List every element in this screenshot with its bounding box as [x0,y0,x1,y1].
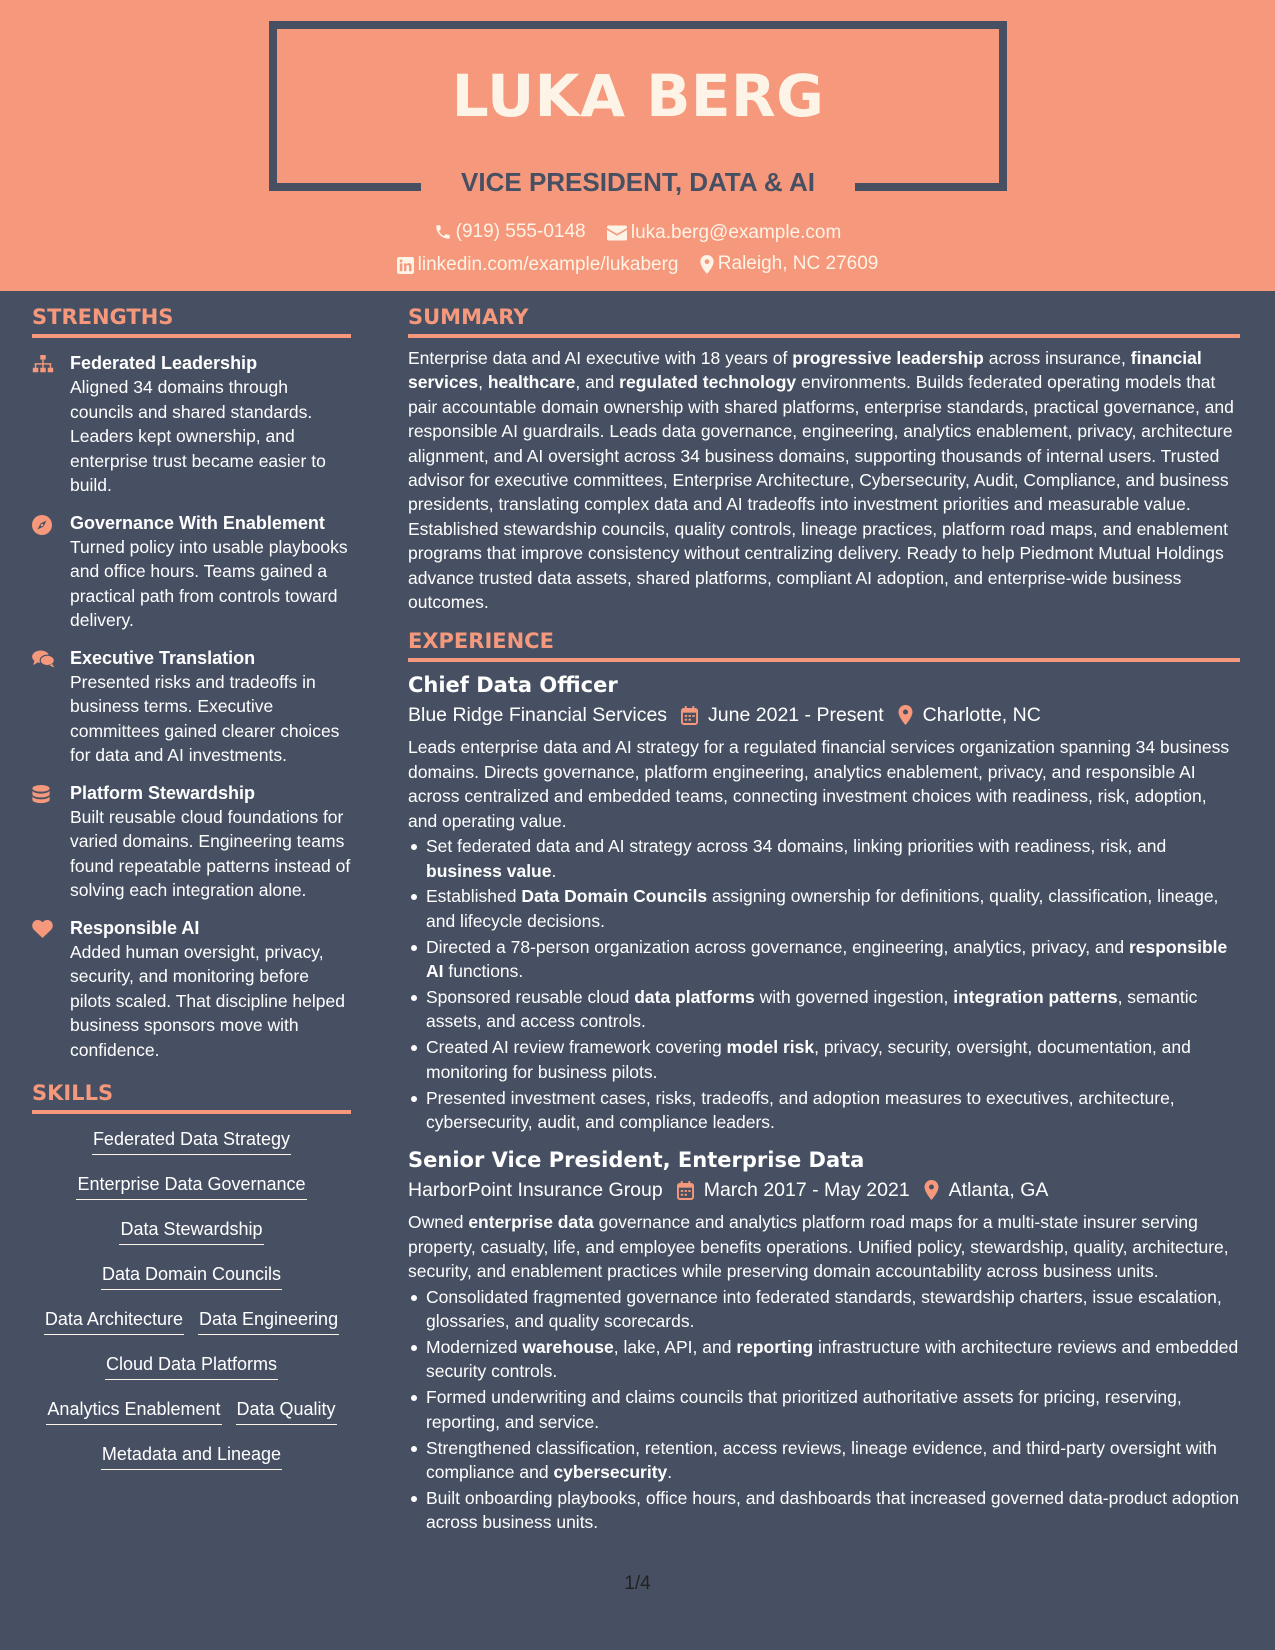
skill-chip: Data Engineering [198,1308,339,1335]
strengths-list [32,352,351,1062]
linkedin-contact[interactable] [397,254,679,276]
strength-title: Responsible AI [70,917,200,938]
sitemap-icon [32,355,54,375]
skill-chip: Federated Data Strategy [92,1128,291,1155]
strength-desc: Presented risks and tradeoffs in business terms. Executive committees gained clearer choices for data and AI investments. [70,671,340,765]
bullet-item: Formed underwriting and claims councils that prioritized authoritative assets for pricing, reserving, reporting, and service. [408,1385,1240,1434]
job-meta [408,1175,1240,1205]
job-company: Blue Ridge Financial Services [408,704,668,727]
resume-header [0,0,1275,291]
strength-item [32,647,351,768]
summary-heading: SUMMARY [408,305,1240,338]
skills-heading: SKILLS [32,1081,351,1114]
job-description: Owned enterprise data governance and analytics platform road maps for a multi-state insurer serving property, casualty, life, and employee benefits operations. Unified policy, stewardship, quality, architecture, security, and enablement practices while preserving domain accountability across business units. [408,1212,1229,1282]
bullet-item: Built onboarding playbooks, office hours, and dashboards that increased governed data-product adoption across business units. [408,1486,1240,1535]
job-title: Senior Vice President, Enterprise Data [408,1148,865,1173]
location-text: Raleigh, NC 27609 [717,253,879,274]
bullet-item: Strengthened classification, retention, access reviews, lineage evidence, and third-party oversight with compliance and cybersecurity. [408,1436,1240,1485]
job-description: Leads enterprise data and AI strategy for a regulated financial services organization spanning 34 business domains. Directs governance, platform engineering, analytics enablement, privacy, and responsible AI across centralized and embedded teams, connecting investment choices with readiness, risk, adoption, and operating value. [408,737,1230,831]
job-location: Atlanta, GA [948,1179,1049,1202]
strength-item [32,782,351,903]
strength-item [32,917,351,1063]
skills-list [32,1128,351,1473]
strengths-heading: STRENGTHS [32,305,351,338]
job-dates: March 2017 - May 2021 [703,1179,910,1202]
job-location: Charlotte, NC [922,704,1041,727]
strength-title: Platform Stewardship [70,782,256,803]
job-entry [408,1146,1240,1534]
job-bullets [408,834,1240,1134]
bullet-item: Modernized warehouse, lake, API, and reporting infrastructure with architecture reviews and embedded security controls. [408,1335,1240,1384]
job-dates: June 2021 - Present [708,704,884,727]
left-column [32,305,351,1488]
job-title: Chief Data Officer [408,673,618,698]
candidate-name: LUKA BERG [451,62,825,130]
calendar-icon [677,1181,694,1200]
envelope-icon [607,225,627,241]
bullet-item: Presented investment cases, risks, tradeoffs, and adoption measures to executives, architecture, cybersecurity, audit, and compliance leaders. [408,1086,1240,1135]
compass-icon [32,515,52,535]
skill-chip: Data Stewardship [119,1218,263,1245]
job-company: HarborPoint Insurance Group [408,1179,663,1202]
skill-chip: Data Quality [236,1398,337,1425]
phone-text: (919) 555-0148 [455,221,586,242]
skill-chip: Cloud Data Platforms [105,1353,278,1380]
database-icon [32,785,50,806]
bullet-item: Sponsored reusable cloud data platforms with governed ingestion, integration patterns, semantic assets, and access controls. [408,985,1240,1034]
calendar-icon [681,706,698,725]
summary-text: Enterprise data and AI executive with 18 years of progressive leadership across insurance, financial services, healthcare, and regulated technology environments. Builds federated operating models that pair accountable domain ownership with shared platforms, enterprise standards, practical governance, and responsible AI guardrails. Leads data governance, engineering, analytics enablement, privacy, architecture alignment, and AI oversight across 34 business domains, supporting thousands of internal users. Trusted advisor for executive committees, Enterprise Architecture, Cybersecurity, Audit, Compliance, and business presidents, translating complex data and AI tradeoffs into investment priorities and measurable value. Established stewardship councils, quality controls, lineage practices, platform road maps, and enablement programs that improve consistency without centralizing delivery. Ready to help Piedmont Mutual Holdings advance trusted data assets, shared platforms, compliant AI adoption, and enterprise-wide business outcomes. [408,348,1234,613]
location-contact [700,253,879,275]
job-bullets [408,1285,1240,1535]
frame-divider-left [269,183,421,191]
bullet-item: Directed a 78-person organization across governance, engineering, analytics, privacy, and responsible AI functions. [408,935,1240,984]
bullet-item: Created AI review framework covering model risk, privacy, security, oversight, documentation, and monitoring for business pilots. [408,1035,1240,1084]
strength-desc: Added human oversight, privacy, security, and monitoring before pilots scaled. That discipline helped business sponsors move with confidence. [70,941,345,1060]
map-pin-icon [700,255,714,274]
bullet-item: Established Data Domain Councils assigning ownership for definitions, quality, classification, lineage, and lifecycle decisions. [408,884,1240,933]
experience-heading: EXPERIENCE [408,629,1240,662]
strength-title: Governance With Enablement [70,512,325,533]
frame-divider-right [855,183,1007,191]
email-contact[interactable] [607,222,841,244]
candidate-title: VICE PRESIDENT, DATA & AI [461,167,815,197]
comments-icon [32,650,55,668]
strength-item [32,352,351,498]
page-number: 1/4 [624,1573,651,1594]
map-pin-icon [924,1180,939,1200]
linkedin-icon [397,257,414,274]
skill-chip: Enterprise Data Governance [76,1173,306,1200]
bullet-item: Consolidated fragmented governance into federated standards, stewardship charters, issue escalation, glossaries, and quality scorecards. [408,1285,1240,1334]
strength-title: Federated Leadership [70,353,258,373]
strength-desc: Aligned 34 domains through councils and shared standards. Leaders kept ownership, and enterprise trust became easier to build. [70,377,326,495]
bullet-item: Set federated data and AI strategy across 34 domains, linking priorities with readiness, risk, and business value. [408,834,1240,883]
right-column [408,305,1240,1536]
contact-row-2 [0,253,1275,280]
skill-chip: Metadata and Lineage [101,1443,282,1470]
strength-item [32,512,351,633]
skill-chip: Analytics Enablement [46,1398,221,1425]
contact-row-1 [0,221,1275,247]
phone-icon [434,223,452,241]
phone-contact[interactable] [434,221,586,243]
map-pin-icon [898,705,913,725]
heart-icon [32,920,53,938]
job-meta [408,700,1240,730]
linkedin-text: linkedin.com/example/lukaberg [417,254,679,275]
email-text: luka.berg@example.com [630,222,842,243]
job-entry [408,671,1240,1134]
skill-chip: Data Architecture [44,1308,184,1335]
strength-desc: Turned policy into usable playbooks and office hours. Teams gained a practical path from controls toward delivery. [70,536,348,630]
strength-desc: Built reusable cloud foundations for varied domains. Engineering teams found repeatable patterns instead of solving each integration alone. [70,806,351,900]
skill-chip: Data Domain Councils [101,1263,282,1290]
strength-title: Executive Translation [70,647,256,668]
